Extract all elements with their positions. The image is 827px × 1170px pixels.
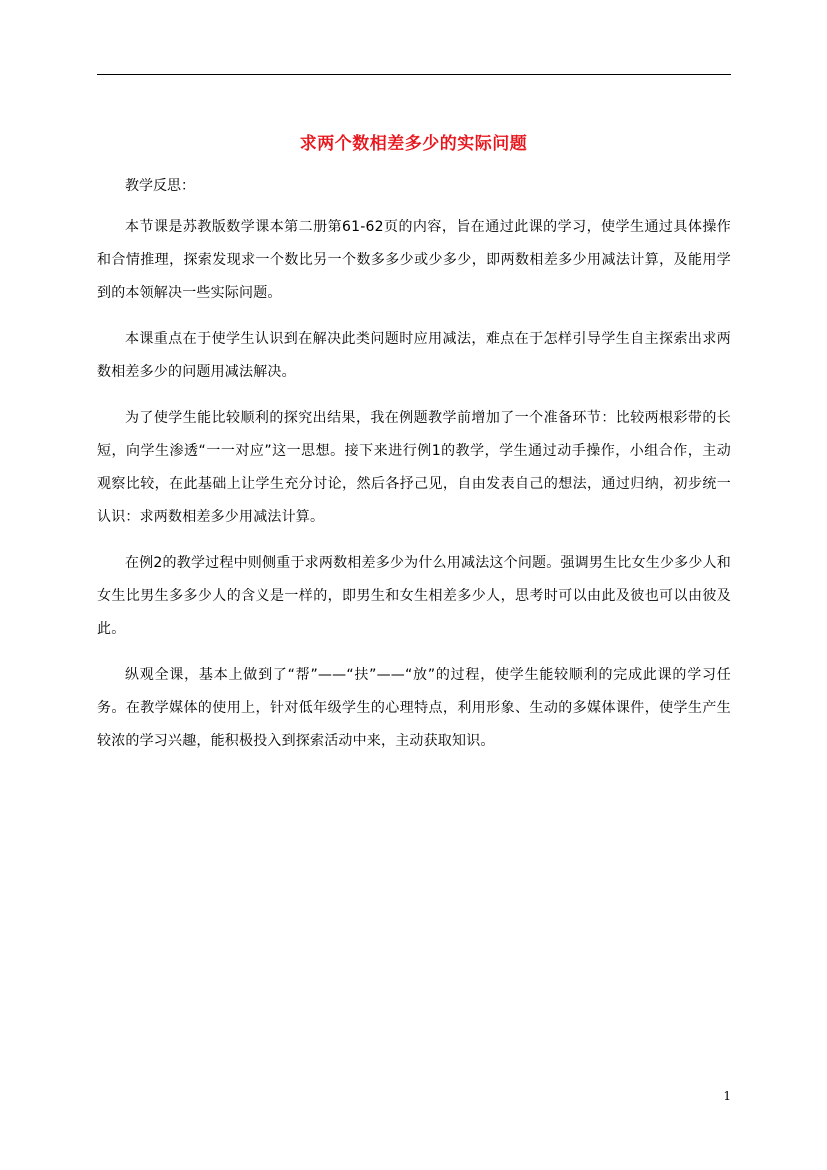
paragraph: 本课重点在于使学生认识到在解决此类问题时应用减法，难点在于怎样引导学生自主探索出求两数相差多少的问题用减法解决。 <box>97 331 731 380</box>
paragraph: 本节课是苏教版数学课本第二册第61-62页的内容，旨在通过此课的学习，使学生通过具体操作和合情推理，探索发现求一个数比另一个数多多少或少多少，即两数相差多少用减法计算，及能用学到的本领解决一些实际问题。 <box>97 219 731 301</box>
paragraph: 在例2的教学过程中则侧重于求两数相差多少为什么用减法这个问题。强调男生比女生少多少人和女生比男生多多少人的含义是一样的，即男生和女生相差多少人，思考时可以由此及彼也可以由彼及此。 <box>97 555 731 637</box>
document-body <box>97 170 731 771</box>
document-title: 求两个数相差多少的实际问题 <box>299 134 528 155</box>
paragraph: 为了使学生能比较顺利的探究出结果，我在例题教学前增加了一个准备环节：比较两根彩带的长短，向学生渗透“一一对应”这一思想。接下来进行例1的教学，学生通过动手操作，小组合作，主动观察比较，在此基础上让学生充分讨论，然后各抒己见，自由发表自己的想法，通过归纳，初步统一认识：求两数相差多少用减法计算。 <box>97 410 731 525</box>
page-number: 1 <box>723 1089 731 1103</box>
paragraph: 纵观全课，基本上做到了“帮”——“扶”——“放”的过程，使学生能较顺利的完成此课的学习任务。在教学媒体的使用上，针对低年级学生的心理特点，利用形象、生动的多媒体课件，使学生产生较浓的学习兴趣，能积极投入到探索活动中来，主动获取知识。 <box>97 667 731 749</box>
header-rule <box>97 74 731 75</box>
section-label: 教学反思： <box>125 178 195 194</box>
